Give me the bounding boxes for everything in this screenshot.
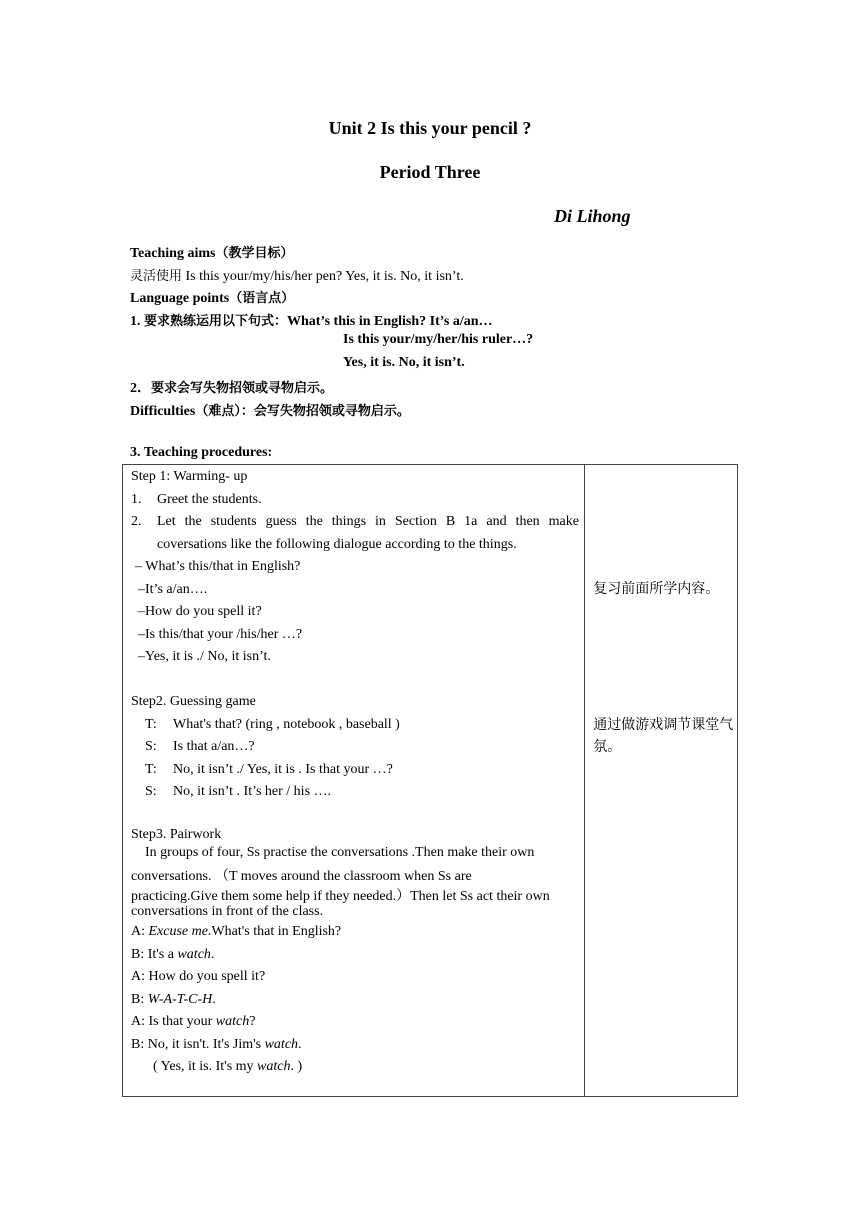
point-1-cn: 要求熟练运用以下句式： [144,314,288,329]
point-1-number: 1. [130,314,141,329]
teaching-aims-label-cn: （教学目标） [215,246,294,261]
language-points-label: Language points [130,291,230,306]
step2-line: Is that a/an…? [173,739,255,754]
difficulties-heading [130,400,410,420]
note-review: 复习前面所学内容。 [593,581,720,597]
language-point-2 [130,377,333,397]
step2-line: No, it isn’t . It’s her / his …. [173,784,332,799]
step2-speaker: T: [145,717,157,732]
teaching-aims-label: Teaching aims [130,246,216,261]
step2-speaker: S: [145,784,157,799]
language-points-label-cn: （语言点） [229,291,295,306]
point-1-en: What’s this in English? It’s a/an… [287,314,493,329]
procedures-table [122,464,738,1097]
dialogue-line: B: No, it isn't. It's Jim's watch. [131,1037,302,1052]
language-point-1-line3: Yes, it is. No, it isn’t. [343,355,465,370]
step3-title: Step3. Pairwork [131,827,222,842]
step1-title: Step 1: Warming- up [131,469,248,484]
language-points-heading [130,287,294,307]
teaching-aims-heading [130,242,293,262]
step1-item2-line1: Let the students guess the things in Section B 1a and then make [157,514,579,529]
document-title: Unit 2 Is this your pencil ? [328,118,532,138]
step1-item1: Greet the students. [157,492,262,507]
step3-paragraph-line: practicing.Give them some help if they needed.）Then let Ss act their own [131,889,550,904]
aims-text-cn: 灵活使用 [130,269,183,284]
dialogue-line: B: It's a watch. [131,947,215,962]
difficulties-text-cn: （难点）：会写失物招领或寻物启示。 [195,404,410,419]
dialogue-line: A: Excuse me.What's that in English? [131,924,342,939]
difficulties-label: Difficulties [130,404,196,419]
step1-dialogue-line: –It’s a/an…. [138,582,208,597]
step1-dialogue-line: –Yes, it is ./ No, it isn’t. [138,649,271,664]
dialogue-line: B: W-A-T-C-H. [131,992,216,1007]
step3-paragraph-line: conversations in front of the class. [131,904,324,919]
dialogue-line: A: How do you spell it? [131,969,266,984]
step2-speaker: S: [145,739,157,754]
step2-title: Step2. Guessing game [131,694,256,709]
step3-paragraph-line: conversations. （T moves around the classroom when Ss are [131,869,472,884]
author-name: Di Lihong [554,206,631,226]
dialogue-line: A: Is that your watch? [131,1014,256,1029]
step1-item2-line2: coversations like the following dialogue according to the things. [157,537,517,552]
procedures-steps-cell [123,465,585,1097]
step1-item2-number: 2. [131,514,142,529]
language-point-1 [130,310,493,330]
note-game: 通过做游戏调节课堂气氛。 [593,717,734,755]
point-2-cn: 要求会写失物招领或寻物启示。 [151,381,334,396]
period-title: Period Three [379,162,481,182]
point-2-number: 2． [130,381,151,396]
step2-speaker: T: [145,762,157,777]
step1-item1-number: 1. [131,492,142,507]
procedures-notes-cell [585,465,738,1097]
teaching-aims-text [130,265,464,285]
step1-dialogue-line: –How do you spell it? [138,604,262,619]
step3-paragraph-line: In groups of four, Ss practise the conversations .Then make their own [145,845,535,860]
step1-dialogue-line: – What’s this/that in English? [135,559,301,574]
step2-line: No, it isn’t ./ Yes, it is . Is that your …? [173,762,393,777]
step2-line: What's that? (ring , notebook , baseball ) [173,717,400,732]
language-point-1-line2: Is this your/my/her/his ruler…? [343,332,534,347]
procedures-heading: 3. Teaching procedures: [130,445,273,460]
dialogue-line: ( Yes, it is. It's my watch. ) [153,1059,303,1074]
step1-dialogue-line: –Is this/that your /his/her …? [138,627,303,642]
aims-text-en: Is this your/my/his/her pen? Yes, it is. No, it isn’t. [182,269,464,284]
